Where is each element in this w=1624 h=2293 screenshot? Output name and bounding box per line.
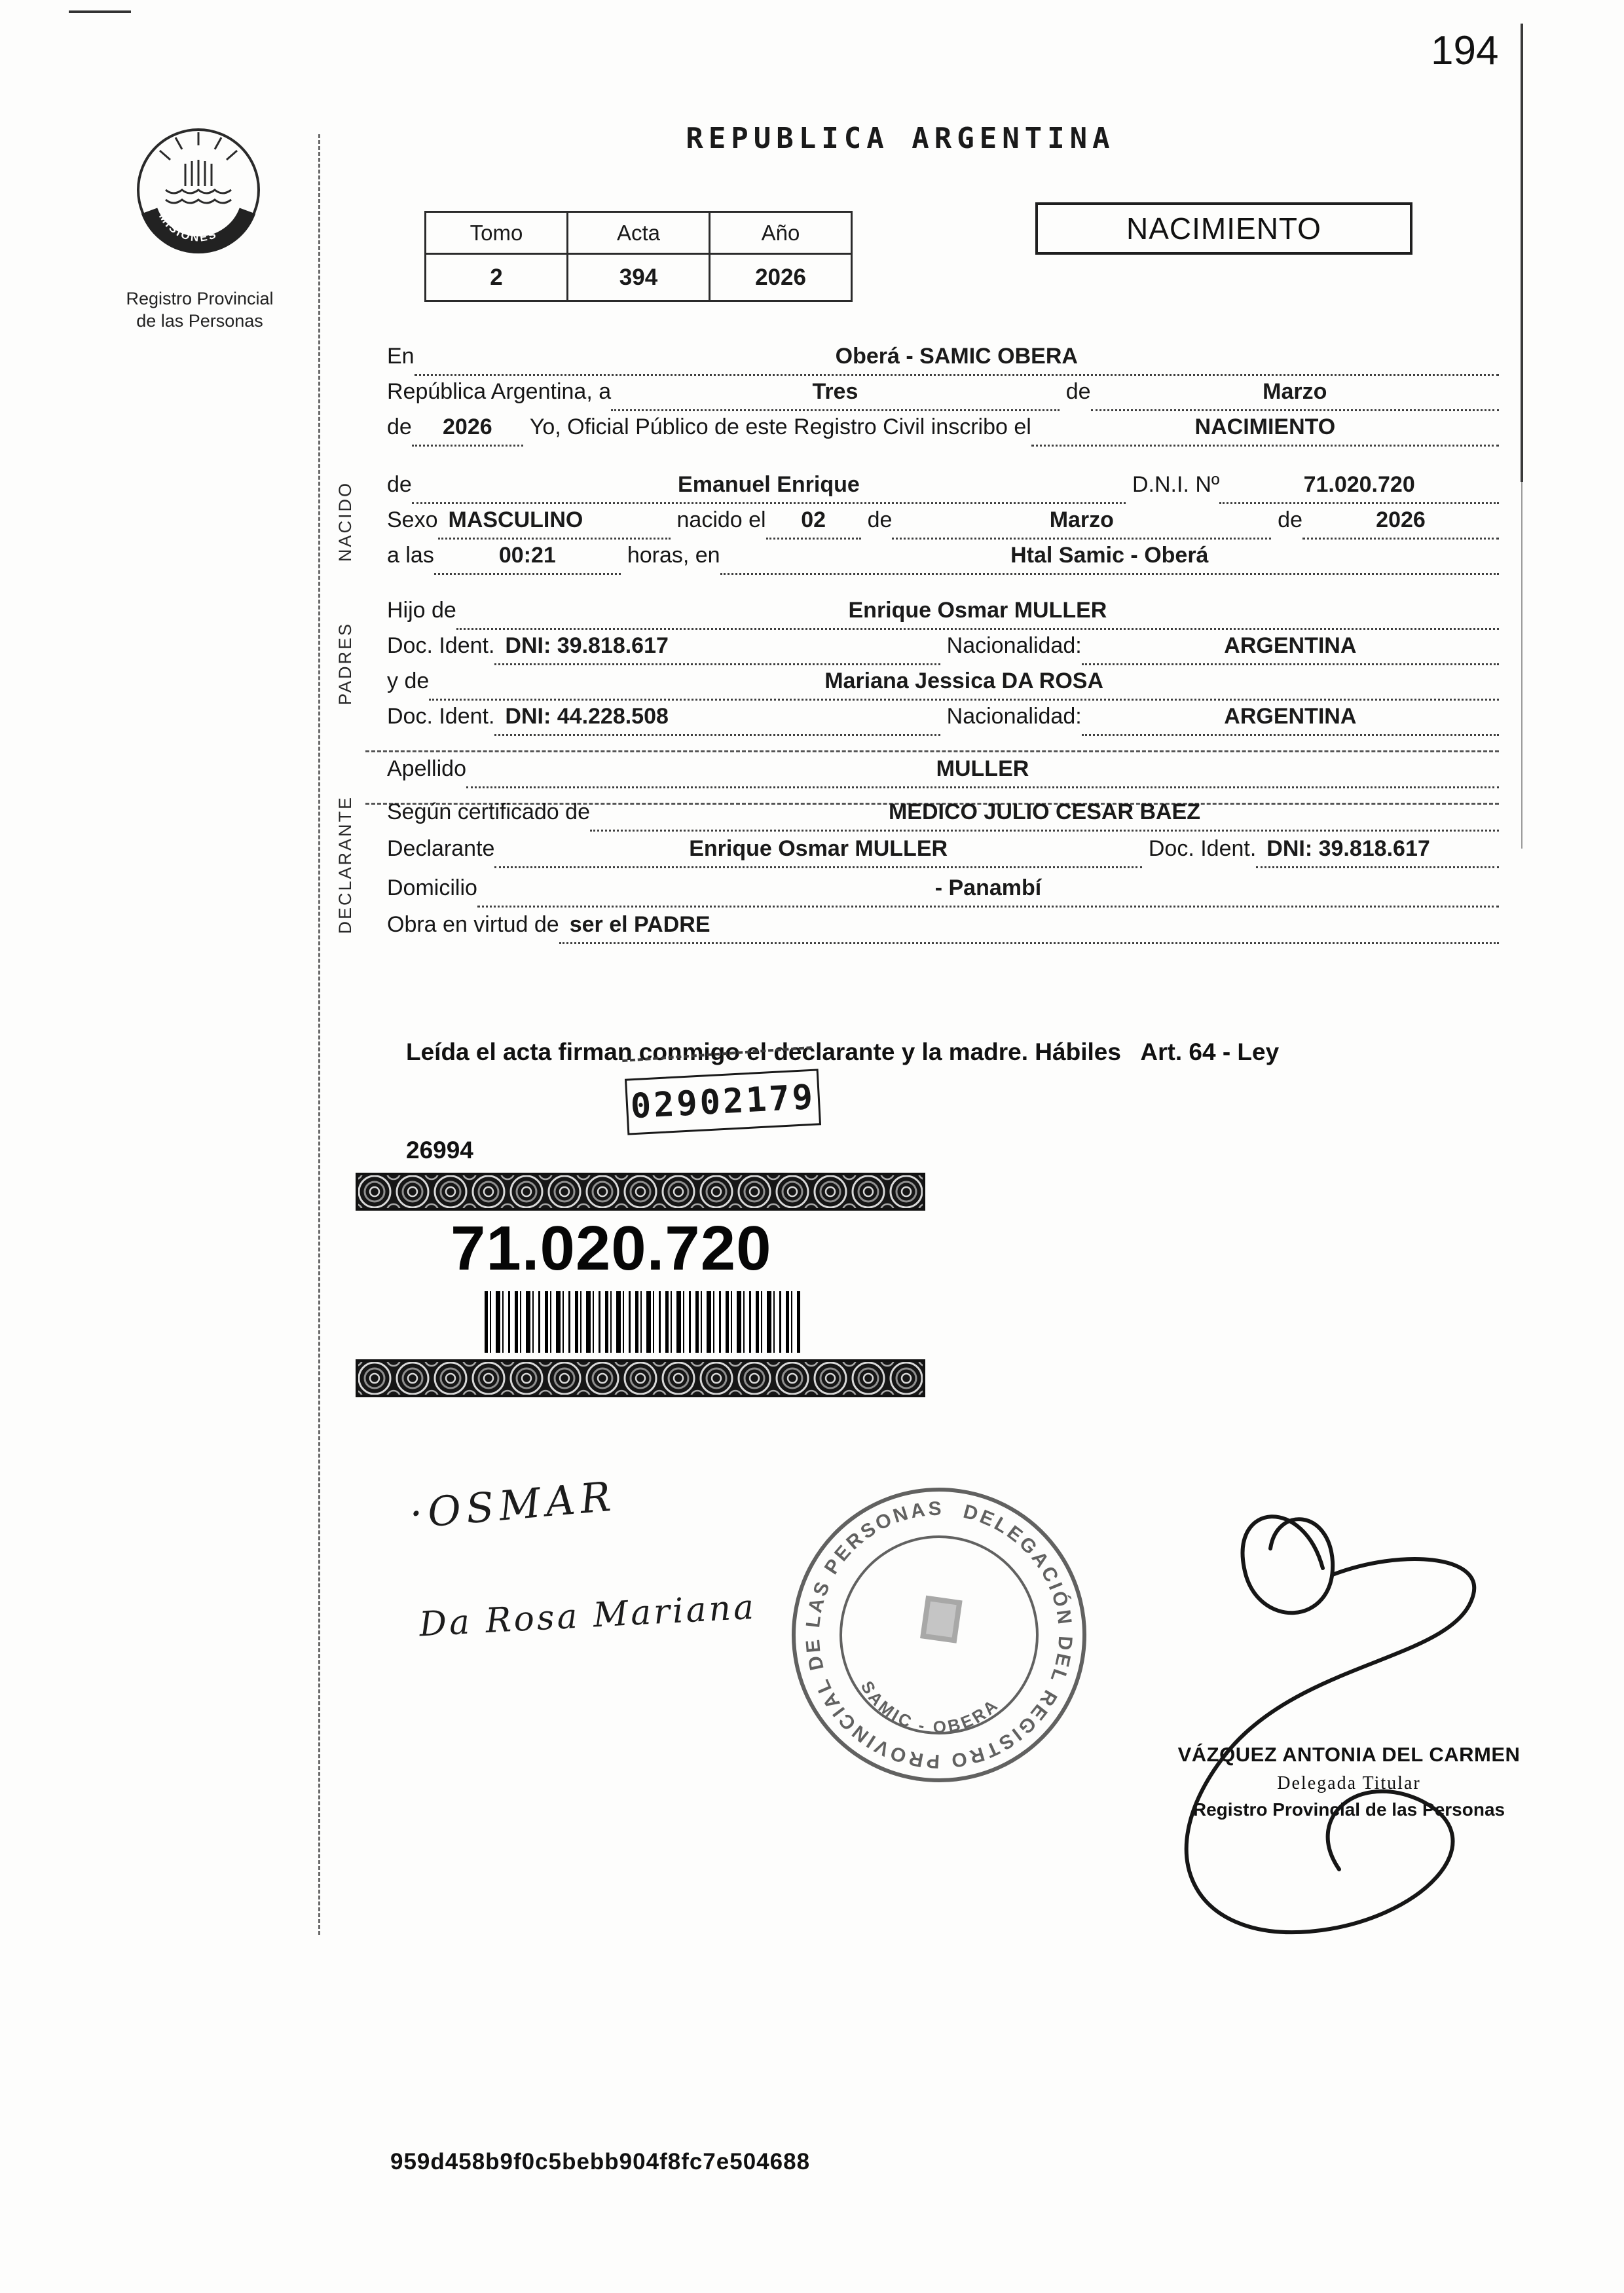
hijo-de-label: Hijo de xyxy=(387,598,456,623)
de-label: de xyxy=(867,507,893,532)
day-word-value: Tres xyxy=(611,376,1060,411)
nacionalidad-label: Nacionalidad: xyxy=(946,633,1082,658)
col-header-acta: Acta xyxy=(568,212,710,254)
birth-day-value: 02 xyxy=(766,504,861,540)
document-title: REPUBLICA ARGENTINA xyxy=(686,122,1115,155)
seal-caption xyxy=(105,288,295,333)
registry-number: 71.020.720 xyxy=(451,1213,772,1283)
line-mother-doc xyxy=(387,701,1499,736)
domicilio-label: Domicilio xyxy=(387,875,477,900)
document-hash: 959d458b9f0c5bebb904f8fc7e504688 xyxy=(390,2149,811,2174)
declarant-doc-value: DNI: 39.818.617 xyxy=(1256,833,1499,868)
line-capacity xyxy=(387,909,1499,944)
official-organization: Registro Provincial de las Personas xyxy=(1192,1799,1505,1820)
closing-line1: Leída el acta firman conmigo el declarante y la madre. Hábiles Art. 64 - Ley xyxy=(406,1038,1280,1065)
birth-place-value: Htal Samic - Oberá xyxy=(720,540,1499,575)
address-value: - Panambí xyxy=(477,872,1499,908)
line-address xyxy=(387,872,1499,908)
page-number: 194 xyxy=(1431,28,1499,73)
mother-name-value: Mariana Jessica DA ROSA xyxy=(429,665,1499,701)
ano-value: 2026 xyxy=(710,254,852,301)
father-nationality-value: ARGENTINA xyxy=(1082,630,1499,665)
a-las-label: a las xyxy=(387,543,434,568)
guilloche-band-bottom xyxy=(356,1359,925,1397)
nacido-el-label: nacido el xyxy=(676,507,766,532)
sex-value: MASCULINO xyxy=(438,504,671,540)
capacity-value: ser el PADRE xyxy=(559,909,1499,944)
table-header-row xyxy=(426,212,852,254)
col-header-ano: Año xyxy=(710,212,852,254)
surname-value: MULLER xyxy=(466,753,1499,788)
horas-en-label: horas, en xyxy=(627,543,720,568)
father-name-value: Enrique Osmar MULLER xyxy=(456,595,1499,630)
line-time-place xyxy=(387,540,1499,575)
doc-ident-label: Doc. Ident. xyxy=(387,633,495,658)
line-declarant xyxy=(387,833,1499,868)
line-father xyxy=(387,595,1499,630)
record-type-box: NACIMIENTO xyxy=(1035,202,1412,255)
mother-signature: Da Rosa Mariana xyxy=(418,1587,758,1645)
doc-ident-label: Doc. Ident. xyxy=(1148,836,1257,861)
doc-ident-label: Doc. Ident. xyxy=(387,704,495,729)
birth-month-value: Marzo xyxy=(892,504,1271,540)
line-father-doc xyxy=(387,630,1499,665)
certificate-value: MEDICO JULIO CESAR BAEZ xyxy=(590,796,1499,832)
tomo-acta-ano-table xyxy=(424,211,853,302)
provincial-seal-icon xyxy=(130,113,267,280)
sexo-label: Sexo xyxy=(387,507,438,532)
father-signature: ·OSMAR xyxy=(407,1472,618,1538)
security-sticker: 02902179 xyxy=(625,1069,821,1135)
certificado-label: Según certificado de xyxy=(387,799,590,824)
republica-label: República Argentina, a xyxy=(387,379,612,404)
official-title: Delegada Titular xyxy=(1277,1773,1421,1793)
en-label: En xyxy=(387,344,415,369)
official-name: VÁZQUEZ ANTONIA DEL CARMEN xyxy=(1177,1743,1521,1766)
father-doc-value: DNI: 39.818.617 xyxy=(494,630,940,665)
oficial-text: Yo, Oficial Público de este Registro Civil inscribo el xyxy=(529,414,1031,439)
mother-nationality-value: ARGENTINA xyxy=(1082,701,1499,736)
event-value: NACIMIENTO xyxy=(1031,411,1499,447)
official-handwritten-signature xyxy=(1107,1470,1519,1968)
registered-name-value: Emanuel Enrique xyxy=(412,469,1126,504)
line-date-words xyxy=(387,376,1499,411)
line-year-event xyxy=(387,411,1499,447)
line-sex-birthdate xyxy=(387,504,1499,540)
section-label-nacido: NACIDO xyxy=(335,481,355,562)
closing-line2: 26994 xyxy=(406,1136,473,1164)
tomo-value: 2 xyxy=(426,254,568,301)
stamp-ring-text: DELEGACIÓN DEL REGISTRO PROVINCIAL DE LAS PERSONAS xyxy=(802,1497,1077,1772)
registry-round-stamp xyxy=(766,1461,1113,1809)
stamp-center-text: SAMIC - OBERA xyxy=(857,1678,1003,1737)
left-margin-dashed-line xyxy=(318,134,320,1935)
nacionalidad-label: Nacionalidad: xyxy=(946,704,1082,729)
seal-caption-line2: de las Personas xyxy=(136,310,263,331)
declarante-label: Declarante xyxy=(387,836,495,861)
section-label-padres: PADRES xyxy=(335,622,355,706)
birth-time-value: 00:21 xyxy=(434,540,621,575)
table-value-row xyxy=(426,254,852,301)
seal-caption-line1: Registro Provincial xyxy=(126,289,274,308)
year-value: 2026 xyxy=(412,411,523,447)
line-name-dni xyxy=(387,469,1499,504)
col-header-tomo: Tomo xyxy=(426,212,568,254)
guilloche-band-top xyxy=(356,1173,925,1211)
place-of-record-value: Oberá - SAMIC OBERA xyxy=(415,340,1499,376)
seal-ribbon-text: MISIONES xyxy=(156,210,219,244)
mother-doc-value: DNI: 44.228.508 xyxy=(494,701,940,736)
birth-year-value: 2026 xyxy=(1302,504,1499,540)
de-label: de xyxy=(1278,507,1302,532)
de-label: de xyxy=(1065,379,1091,404)
dni-label: D.N.I. Nº xyxy=(1132,472,1220,497)
page-edge-line xyxy=(1521,24,1523,482)
section-label-declarante: DECLARANTE xyxy=(335,796,355,934)
line-en xyxy=(387,340,1499,376)
line-certificate xyxy=(387,796,1499,832)
corner-mark xyxy=(69,10,131,13)
line-surname xyxy=(387,753,1499,788)
barcode xyxy=(485,1291,800,1353)
line-mother xyxy=(387,665,1499,701)
y-de-label: y de xyxy=(387,669,430,693)
acta-value: 394 xyxy=(568,254,710,301)
de-label: de xyxy=(387,472,412,497)
dni-value: 71.020.720 xyxy=(1219,469,1499,504)
month-value: Marzo xyxy=(1091,376,1499,411)
obra-label: Obra en virtud de xyxy=(387,912,559,937)
de-label: de xyxy=(387,414,412,439)
apellido-label: Apellido xyxy=(387,756,466,781)
declarant-name-value: Enrique Osmar MULLER xyxy=(494,833,1141,868)
page-edge-line-faint xyxy=(1521,482,1522,849)
dashed-separator xyxy=(365,750,1499,752)
